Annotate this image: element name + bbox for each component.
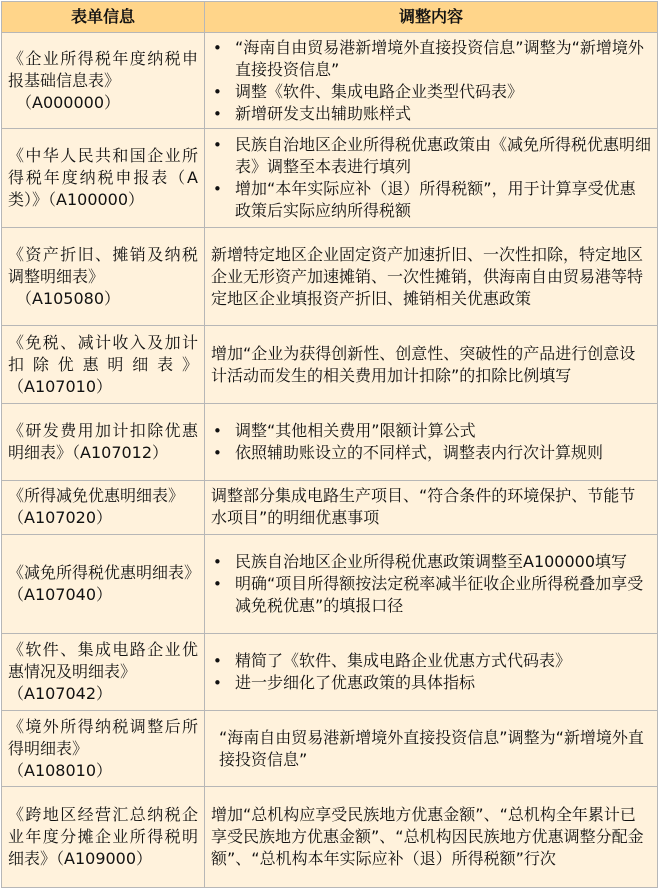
form-cell — [2, 634, 205, 711]
form-name: 《软件、集成电路企业优惠情况及明细表》 — [8, 639, 198, 681]
form-cell — [2, 710, 205, 787]
header-adjustment-content: 调整内容 — [205, 2, 658, 33]
bullet-item: • 进一步细化了优惠政策的具体指标 — [235, 672, 651, 694]
form-code: （A107020） — [8, 508, 113, 528]
form-code: （A109000） — [56, 849, 153, 869]
form-cell — [2, 534, 205, 633]
form-name: 《资产折旧、摊销及纳税调整明细表》 — [8, 244, 198, 286]
form-code: （A108010） — [8, 760, 113, 780]
form-code: （A105080） — [16, 288, 121, 308]
form-cell — [2, 404, 205, 481]
form-cell — [2, 129, 205, 227]
header-form-info: 表单信息 — [2, 2, 205, 33]
form-name: 《所得减免优惠明细表》 — [8, 486, 185, 506]
bullet-item: • 精简了《软件、集成电路企业优惠方式代码表》 — [235, 650, 651, 672]
bullet-list — [211, 551, 651, 617]
table-row — [2, 227, 658, 325]
table-row — [2, 326, 658, 404]
table-row — [2, 634, 658, 711]
form-name: 《减免所得税优惠明细表》 — [8, 562, 201, 582]
form-cell — [2, 227, 205, 325]
form-code: （A000000） — [16, 92, 121, 112]
bullet-list — [211, 420, 651, 464]
bullet-item: • 明确“项目所得额按法定税率减半征收企业所得税叠加享受减免税优惠”的填报口径 — [235, 573, 651, 617]
table-row — [2, 480, 658, 534]
bullet-list — [211, 650, 651, 694]
table-header-row — [2, 2, 658, 33]
bullet-item: • 新增研发支出辅助账样式 — [235, 103, 651, 125]
form-name: 《跨地区经营汇总纳税企业年度分摊企业所得税明细表》 — [8, 805, 198, 869]
table-row — [2, 710, 658, 787]
table-row — [2, 404, 658, 481]
bullet-item: • 调整《软件、集成电路企业类型代码表》 — [235, 81, 651, 103]
content-cell — [205, 129, 658, 227]
content-cell: 增加“企业为获得创新性、创意性、突破性的产品进行创意设计活动而发生的相关费用加计扣除”的扣除比例填写 — [205, 326, 658, 404]
content-cell — [205, 404, 658, 481]
form-cell — [2, 33, 205, 129]
bullet-list — [211, 134, 651, 222]
form-code: （A107010） — [8, 376, 113, 396]
content-cell: 新增特定地区企业固定资产加速折旧、一次性扣除，特定地区企业无形资产加速摊销、一次性摊销，供海南自由贸易港等特定地区企业填报资产折旧、摊销相关优惠政策 — [205, 227, 658, 325]
content-cell: 增加“总机构应享受民族地方优惠金额”、“总机构全年累计已享受民族地方优惠金额”、“总机构因民族地方优惠调整分配金额”、“总机构本年实际应补（退）所得税额”行次 — [205, 787, 658, 888]
form-code: （A107042） — [8, 683, 113, 703]
form-cell — [2, 480, 205, 534]
form-name: 《企业所得税年度纳税申报基础信息表》 — [8, 48, 198, 90]
bullet-item: • 调整“其他相关费用”限额计算公式 — [235, 420, 651, 442]
table-row — [2, 129, 658, 227]
content-cell — [205, 634, 658, 711]
form-cell — [2, 326, 205, 404]
content-cell: 调整部分集成电路生产项目、“符合条件的环境保护、节能节水项目”的明细优惠事项 — [205, 480, 658, 534]
adjustment-table — [1, 1, 658, 888]
form-name: 《研发费用加计扣除优惠明细表》 — [8, 420, 198, 462]
bullet-item: • 民族自治地区企业所得税优惠政策由《减免所得税优惠明细表》调整至本表进行填列 — [235, 134, 651, 178]
table-row — [2, 33, 658, 129]
bullet-item: • 增加“本年实际应补（退）所得税额”，用于计算享受优惠政策后实际应纳所得税额 — [235, 178, 651, 222]
form-name: 《境外所得纳税调整后所得明细表》 — [8, 716, 198, 758]
table-row — [2, 534, 658, 633]
form-code: （A107012） — [72, 442, 169, 462]
content-cell: “海南自由贸易港新增境外直接投资信息”调整为“新增境外直接投资信息” — [205, 710, 658, 787]
bullet-list — [211, 37, 651, 125]
form-code: （A107040） — [8, 584, 113, 604]
form-cell — [2, 787, 205, 888]
table-row — [2, 787, 658, 888]
bullet-item: • “海南自由贸易港新增境外直接投资信息”调整为“新增境外直接投资信息” — [235, 37, 651, 81]
content-cell — [205, 33, 658, 129]
content-cell — [205, 534, 658, 633]
bullet-item: • 依照辅助账设立的不同样式，调整表内行次计算规则 — [235, 442, 651, 464]
bullet-item: • 民族自治地区企业所得税优惠政策调整至A100000填写 — [235, 551, 651, 573]
form-code: （A100000） — [48, 190, 145, 210]
form-name: 《免税、减计收入及加计扣除优惠明细表》 — [8, 332, 198, 374]
form-name: 《中华人民共和国企业所得税年度纳税申报表（A类）》 — [8, 146, 198, 210]
